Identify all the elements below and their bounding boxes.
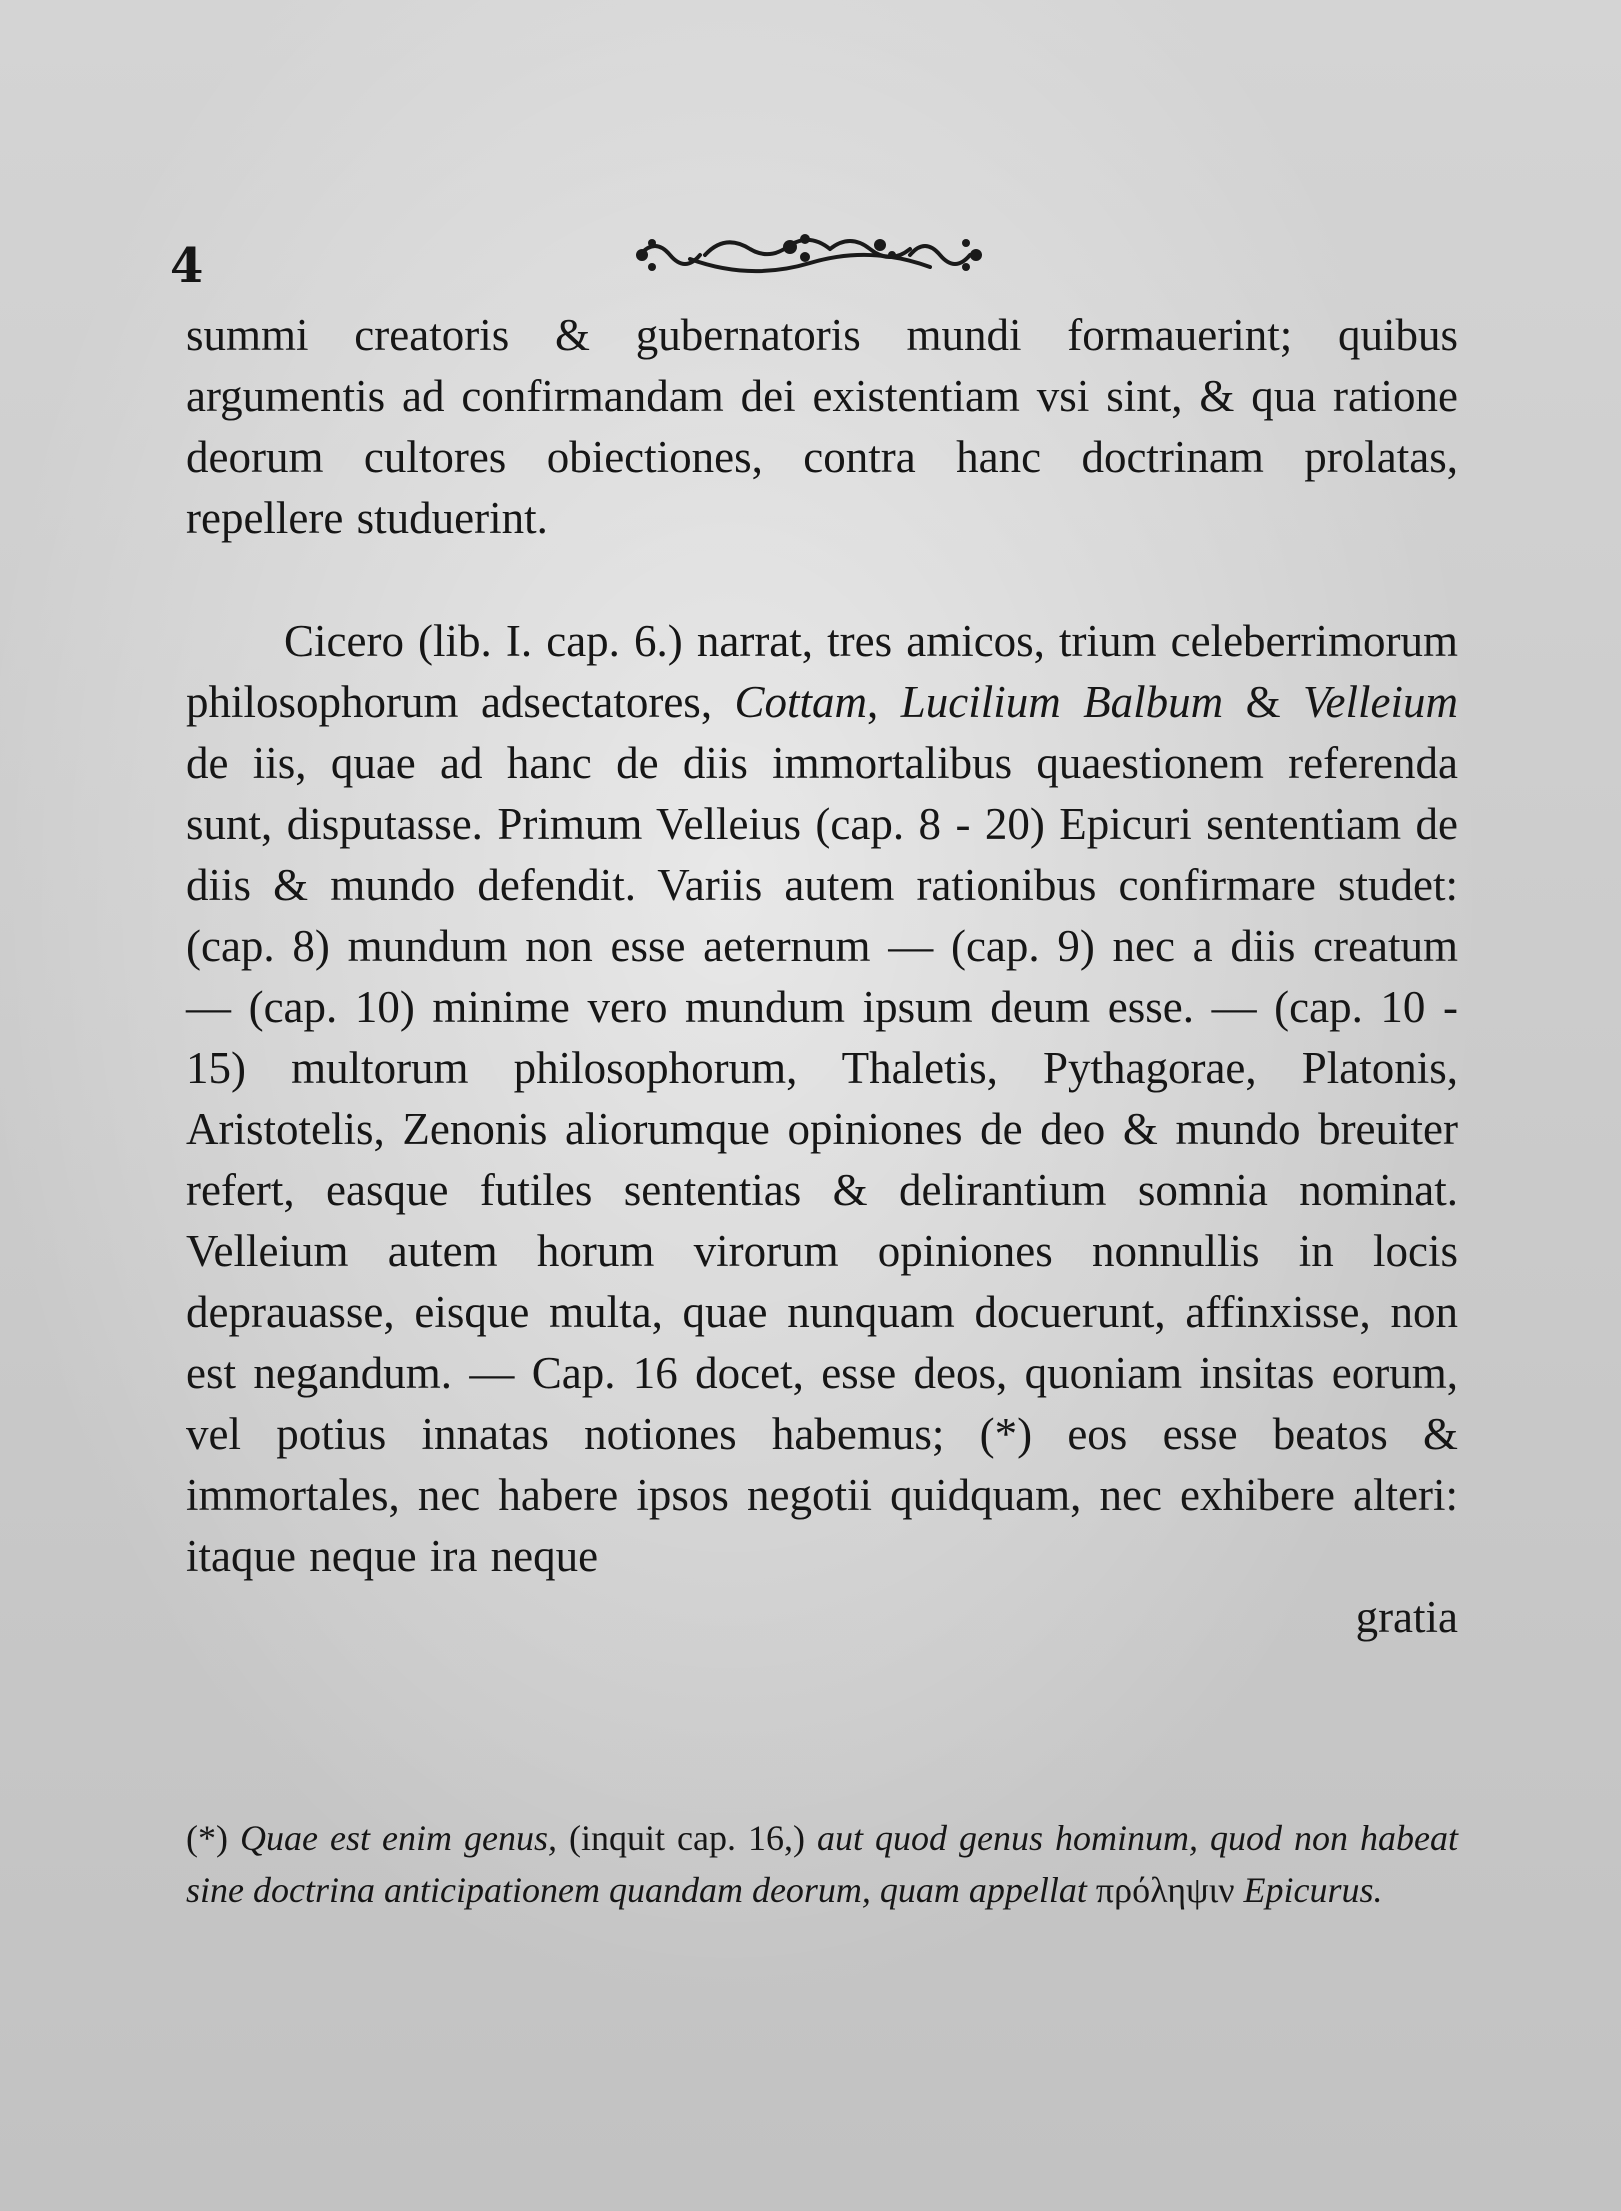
main-text-segment: Cicero (lib. I. cap. 6.) narrat, tres amicos, trium celeberrimorum philosophorum adsectatores, [186, 616, 1458, 727]
footnote-quote-body: aut quod genus hominum, quod non habeat sine doctrina anticipationem quandam deorum, quam appellat [186, 1818, 1459, 1910]
name-lucilium-balbum: Lucilium Balbum [900, 677, 1224, 727]
footnote-marker: (*) [186, 1818, 228, 1858]
main-paragraph [186, 611, 1458, 1648]
footnote-citation: (inquit cap. 16,) [568, 1818, 805, 1858]
footnote-greek-term: πρόληψιν [1095, 1870, 1235, 1910]
separator: , [867, 677, 901, 727]
ampersand: & [1223, 677, 1304, 727]
main-text-segment: de iis, quae ad hanc de diis immortalibus quaestionem referenda sunt, disputasse. Primum Velleius (cap. 8 - 20) Epicuri sententiam de diis & mundo defendit. Variis autem rationibus confirmare studet: (cap. 8) mundum non esse aeternum — (cap. 9) nec a diis creatum — (cap. 10) minime vero mundum ipsum deum esse. — (cap. 10 - 15) multorum philosophorum, Thaletis, Pythagorae, Platonis, Aristotelis, Zenonis aliorumque opiniones de deo & mundo breuiter refert, easque futiles sententias & delirantium somnia nominat. Velleium autem horum virorum opiniones nonnullis in locis deprauasse, eisque multa, quae nunquam docuerunt, affinxisse, non est negandum. — Cap. 16 docet, esse deos, quoniam insitas eorum, vel potius innatas notiones habemus; (*) eos esse beatos & immortales, nec habere ipsos negotii quidquam, nec exhibere alteri: itaque neque ira neque [186, 738, 1458, 1581]
footnote-quote-start: Quae est enim genus, [240, 1818, 557, 1858]
footnote-quote-end: Epicurus. [1243, 1870, 1383, 1910]
header-ornament-icon [630, 225, 990, 285]
intro-paragraph: summi creatoris & gubernatoris mundi formauerint; quibus argumentis ad confirmandam dei existentiam vsi sint, & qua ratione deorum cultores obiectiones, contra hanc doctrinam prolatas, repellere studuerint. [186, 310, 1458, 543]
name-velleium: Velleium [1303, 677, 1458, 727]
body-text [186, 305, 1458, 1648]
name-cottam: Cottam [734, 677, 868, 727]
footnote [186, 1812, 1458, 1916]
page-number: 4 [170, 238, 204, 294]
catchword: gratia [1355, 1592, 1458, 1642]
